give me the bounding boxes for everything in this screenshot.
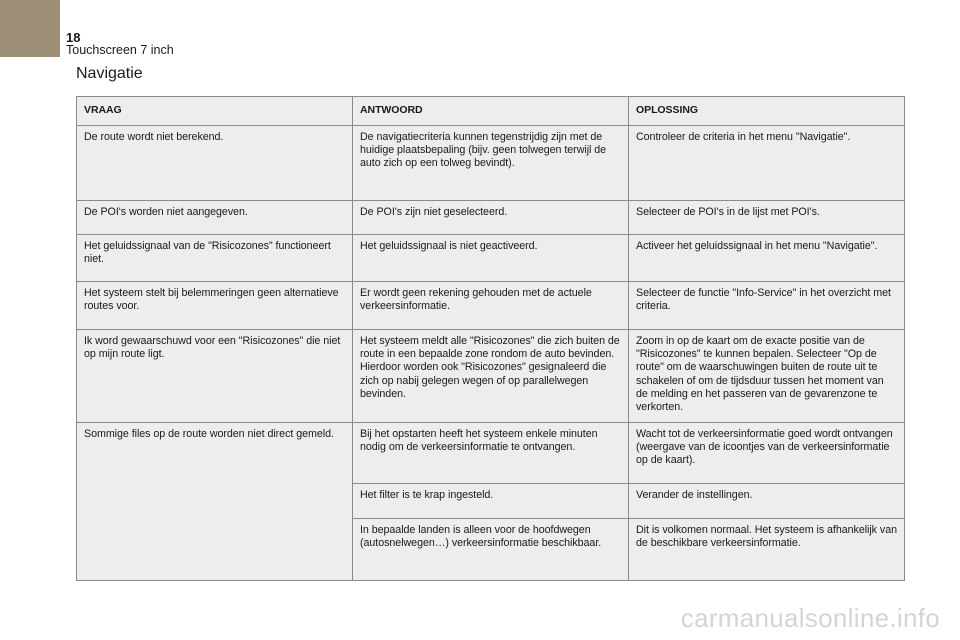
table-row xyxy=(77,235,905,282)
table-header-row xyxy=(77,97,905,126)
answer-cell: In bepaalde landen is alleen voor de hoofdwegen (autosnelwegen…) verkeersinformatie beschikbaar. xyxy=(353,519,629,581)
answer-cell: Het filter is te krap ingesteld. xyxy=(353,484,629,519)
solution-cell: Activeer het geluidssignaal in het menu "Navigatie". xyxy=(629,235,905,282)
solution-cell: Controleer de criteria in het menu "Navigatie". xyxy=(629,126,905,201)
question-cell: Het geluidssignaal van de "Risicozones" functioneert niet. xyxy=(77,235,353,282)
column-header-solution: OPLOSSING xyxy=(629,97,905,126)
question-cell: Ik word gewaarschuwd voor een "Risicozones" die niet op mijn route ligt. xyxy=(77,330,353,423)
solution-cell: Dit is volkomen normaal. Het systeem is afhankelijk van de beschikbare verkeersinformatie. xyxy=(629,519,905,581)
table-row xyxy=(77,423,905,484)
question-cell: Het systeem stelt bij belemmeringen geen alternatieve routes voor. xyxy=(77,282,353,330)
table-row xyxy=(77,126,905,201)
troubleshooting-table xyxy=(76,96,905,581)
solution-cell: Selecteer de functie "Info-Service" in het overzicht met criteria. xyxy=(629,282,905,330)
question-cell: De POI's worden niet aangegeven. xyxy=(77,201,353,235)
solution-cell: Zoom in op de kaart om de exacte positie van de "Risicozones" te kunnen bepalen. Selecteer "Op de route" om de waarschuwingen buiten de route uit te schakelen of om de tijdsduur tussen het moment van de melding en het passeren van de gevarenzone te verkorten. xyxy=(629,330,905,423)
answer-cell: De navigatiecriteria kunnen tegenstrijdig zijn met de huidige plaatsbepaling (bijv. geen tolwegen terwijl de auto zich op een tolweg bevindt). xyxy=(353,126,629,201)
column-header-answer: ANTWOORD xyxy=(353,97,629,126)
answer-cell: Er wordt geen rekening gehouden met de actuele verkeersinformatie. xyxy=(353,282,629,330)
table-row xyxy=(77,282,905,330)
column-header-question: VRAAG xyxy=(77,97,353,126)
answer-cell: Het systeem meldt alle "Risicozones" die zich buiten de route in een bepaalde zone rondom de auto bevinden. Hierdoor worden ook "Risicozones" gesignaleerd die zich op nabij gelegen wegen of op parallelwegen bevinden. xyxy=(353,330,629,423)
question-cell: De route wordt niet berekend. xyxy=(77,126,353,201)
solution-cell: Selecteer de POI's in de lijst met POI's. xyxy=(629,201,905,235)
watermark: carmanualsonline.info xyxy=(680,603,940,633)
answer-cell: Het geluidssignaal is niet geactiveerd. xyxy=(353,235,629,282)
page-number: 18 xyxy=(66,30,81,45)
page-tab-marker xyxy=(0,0,60,57)
table-row xyxy=(77,201,905,235)
answer-cell: De POI's zijn niet geselecteerd. xyxy=(353,201,629,235)
solution-cell: Wacht tot de verkeersinformatie goed wordt ontvangen (weergave van de icoontjes van de verkeersinformatie op de kaart). xyxy=(629,423,905,484)
section-title: Navigatie xyxy=(76,65,143,82)
merged-question-cell: Sommige files op de route worden niet direct gemeld. xyxy=(77,423,353,581)
header-subtitle: Touchscreen 7 inch xyxy=(66,43,174,57)
table-row xyxy=(77,330,905,423)
answer-cell: Bij het opstarten heeft het systeem enkele minuten nodig om de verkeersinformatie te ontvangen. xyxy=(353,423,629,484)
solution-cell: Verander de instellingen. xyxy=(629,484,905,519)
